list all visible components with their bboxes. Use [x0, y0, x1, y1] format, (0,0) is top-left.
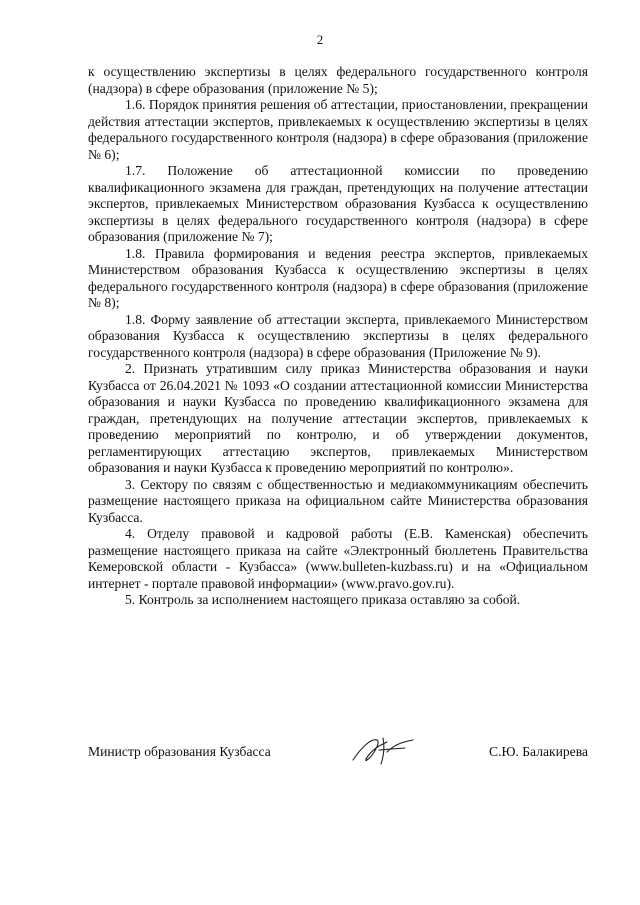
paragraph-4: 4. Отделу правовой и кадровой работы (Е.В. Каменская) обеспечить размещение настоящего приказа на сайте «Электронный бюллетень Правительства Кемеровской области - Кузбасса» (www.bulleten-kuzbass.ru) и на «Официальном интернет - портале правовой информации» (www.pravo.gov.ru). [88, 526, 588, 591]
paragraph-2: 2. Признать утратившим силу приказ Министерства образования и науки Кузбасса от 26.04.2021 № 1093 «О создании аттестационной комиссии Министерства образования и науки Кузбасса по проведению квалификационного экзамена для граждан, претендующих на получение аттестации экспертов, привлекаемых к проведению мероприятий по контролю, и об утверждении документов, регламентирующих аттестацию экспертов, привлекаемых Министерством образования и науки Кузбасса к проведению мероприятий по контролю». [88, 361, 588, 475]
paragraph-1-6: 1.6. Порядок принятия решения об аттестации, приостановлении, прекращении действия аттестации экспертов, привлекаемых к осуществлению экспертизы в целях федерального государственного контроля (надзора) в сфере образования (приложение № 6); [88, 97, 588, 162]
signatory-name: С.Ю. Балакирева [489, 744, 588, 759]
paragraph-3: 3. Сектору по связям с общественностью и медиакоммуникациям обеспечить размещение настоящего приказа на официальном сайте Министерства образования Кузбасса. [88, 476, 588, 525]
paragraph-1-8-form: 1.8. Форму заявление об аттестации эксперта, привлекаемого Министерством образования Кузбасса к осуществлению экспертизы в целях федерального государственного контроля (надзора) в сфере образования (Приложение № 9). [88, 311, 588, 360]
signatory-position: Министр образования Кузбасса [88, 744, 271, 759]
document-body [88, 64, 588, 609]
handwritten-signature [343, 730, 423, 770]
paragraph-continuation: к осуществлению экспертизы в целях федерального государственного контроля (надзора) в сфере образования (приложение № 5); [88, 64, 588, 96]
signature-block [88, 738, 588, 778]
paragraph-5: 5. Контроль за исполнением настоящего приказа оставляю за собой. [125, 592, 521, 607]
page-number: 2 [316, 32, 324, 47]
paragraph-1-7: 1.7. Положение об аттестационной комиссии по проведению квалификационного экзамена для граждан, претендующих на получение аттестации экспертов, привлекаемых Министерством образования Кузбасса к осуществлению экспертизы в целях федерального государственного контроля (надзора) в сфере образования (приложение № 7); [88, 163, 588, 244]
paragraph-1-8-rules: 1.8. Правила формирования и ведения реестра экспертов, привлекаемых Министерством образования Кузбасса к осуществлению экспертизы в целях федерального государственного контроля (надзора) в сфере образования (приложение № 8); [88, 245, 588, 310]
